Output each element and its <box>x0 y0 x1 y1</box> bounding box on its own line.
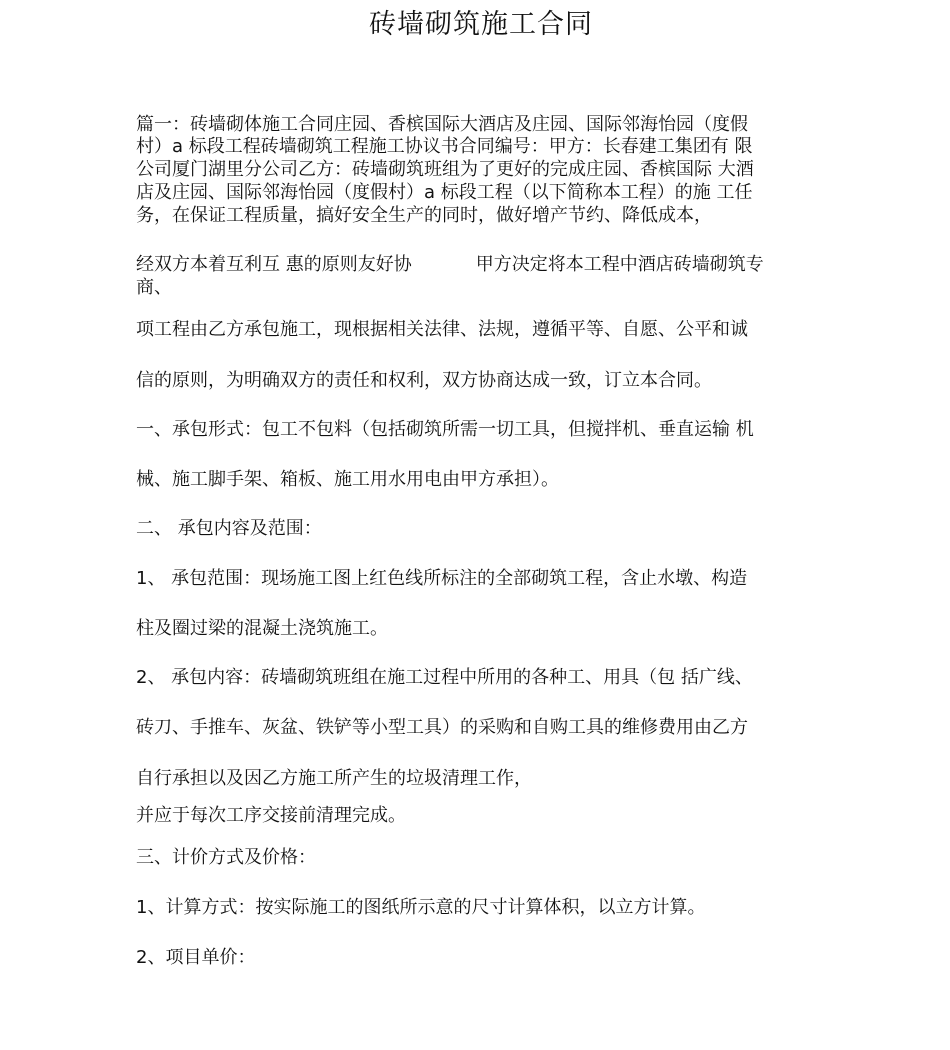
intro-line: 务，在保证工程质量，搞好安全生产的同时，做好增产节约、降低成本， <box>136 205 712 226</box>
section-heading: 二、 承包内容及范围： <box>136 518 322 539</box>
intro-line: 篇一：砖墙砌体施工合同庄园、香槟国际大酒店及庄园、国际邻海怡园（度假 <box>136 114 748 135</box>
body-line: 2、项目单价： <box>136 947 256 968</box>
consult-line <box>136 254 826 277</box>
section-heading: 三、计价方式及价格： <box>136 847 316 868</box>
body-line: 1、 承包范围：现场施工图上红色线所标注的全部砌筑工程，含止水墩、构造 <box>136 568 748 589</box>
consult-left-text: 经双方本着互利互 惠的原则友好协 <box>136 254 412 275</box>
body-line: 1、计算方式：按实际施工的图纸所示意的尺寸计算体积，以立方计算。 <box>136 897 706 918</box>
body-line: 砖刀、手推车、灰盆、铁铲等小型工具）的采购和自购工具的维修费用由乙方 <box>136 717 748 738</box>
intro-line: 公司厦门湖里分公司乙方：砖墙砌筑班组为了更好的完成庄园、香槟国际 大酒 <box>136 159 754 180</box>
body-line: 一、承包形式：包工不包料（包括砌筑所需一切工具，但搅拌机、垂直运输 机 <box>136 419 754 440</box>
body-line: 项工程由乙方承包施工，现根据相关法律、法规，遵循平等、自愿、公平和诚 <box>136 319 748 340</box>
intro-line: 店及庄园、国际邻海怡园（度假村）a 标段工程（以下简称本工程）的施 工任 <box>136 182 753 203</box>
intro-line: 村）a 标段工程砖墙砌筑工程施工协议书合同编号：甲方：长春建工集团有 限 <box>136 136 753 157</box>
body-line: 柱及圈过梁的混凝土浇筑施工。 <box>136 618 388 639</box>
body-line: 2、 承包内容：砖墙砌筑班组在施工过程中所用的各种工、用具（包 括广线、 <box>136 667 753 688</box>
body-line: 并应于每次工序交接前清理完成。 <box>136 805 406 826</box>
body-line: 械、施工脚手架、箱板、施工用水用电由甲方承担）。 <box>136 469 559 490</box>
consult-right-text: 甲方决定将本工程中酒店砖墙砌筑专 <box>475 254 764 275</box>
body-line: 自行承担以及因乙方施工所产生的垃圾清理工作， <box>136 768 532 789</box>
document-title: 砖墙砌筑施工合同 <box>369 9 593 40</box>
consult-wrap-line: 商、 <box>136 277 172 298</box>
body-line: 信的原则，为明确双方的责任和权利，双方协商达成一致，订立本合同。 <box>136 370 712 391</box>
